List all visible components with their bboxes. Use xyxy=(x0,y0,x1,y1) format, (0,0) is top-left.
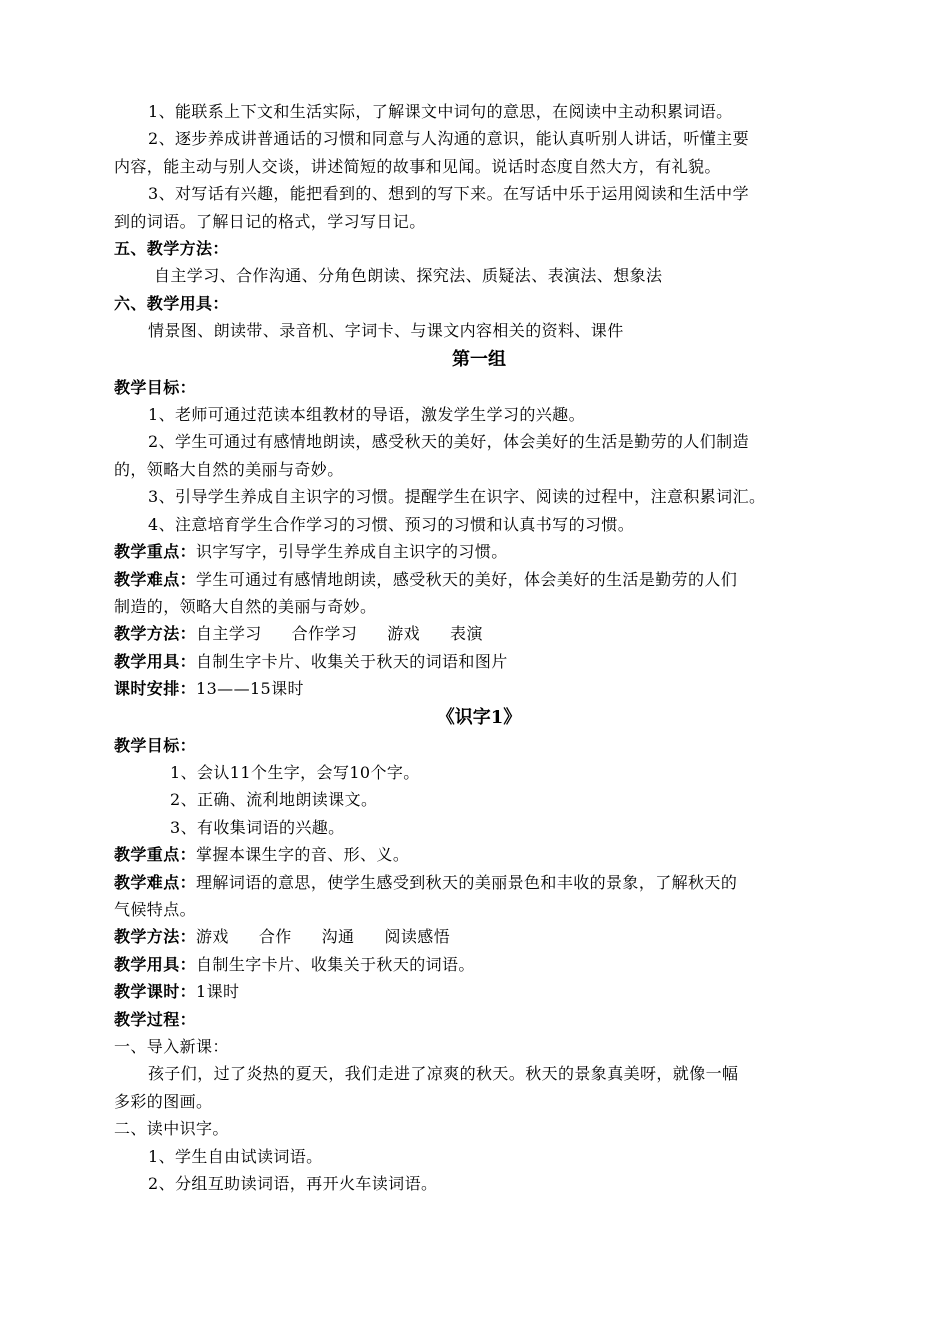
step-item: 1、学生自由试读词语。 xyxy=(148,1146,323,1166)
lesson-hours xyxy=(114,978,844,1005)
group-schedule-label: 课时安排： xyxy=(114,679,197,699)
group-difficult-value: 学生可通过有感情地朗读，感受秋天的美好，体会美好的生活是勤劳的人们 xyxy=(196,569,738,589)
lesson-method-item: 游戏 xyxy=(196,927,229,947)
step-text: 多彩的图画。 xyxy=(114,1091,213,1111)
group-goal-line: 2、学生可通过有感情地朗读，感受秋天的美好，体会美好的生活是勤劳的人们制造 xyxy=(148,432,749,452)
group-difficult-continuation: 制造的，领略大自然的美丽与奇妙。 xyxy=(114,596,377,616)
lesson-difficult-label: 教学难点： xyxy=(114,872,197,892)
lesson-key-point xyxy=(114,841,844,868)
group-schedule xyxy=(114,675,844,702)
group-key-point xyxy=(114,538,844,565)
lesson-hours-value: 1课时 xyxy=(196,982,240,1002)
group-method-item: 合作学习 xyxy=(291,624,358,644)
lesson-difficult-value: 理解词语的意思，使学生感受到秋天的美丽景色和丰收的景象，了解秋天的 xyxy=(196,872,738,892)
lesson-difficult-continuation: 气候特点。 xyxy=(114,899,197,919)
step-heading: 二、读中识字。 xyxy=(114,1119,229,1139)
step-heading: 一、导入新课： xyxy=(114,1037,229,1056)
lesson-method-item: 合作 xyxy=(258,927,292,947)
lesson-key-label: 教学重点： xyxy=(114,845,197,865)
lesson-method-label: 教学方法： xyxy=(114,927,197,947)
lesson-goal-line: 1、会认11个生字，会写10个字。 xyxy=(170,762,420,782)
lesson-methods xyxy=(114,923,844,950)
group-methods xyxy=(114,620,844,647)
lesson-tools-label: 教学用具： xyxy=(114,954,197,974)
goal-line: 到的词语。了解日记的格式，学习写日记。 xyxy=(114,211,426,231)
lesson-process-label: 教学过程： xyxy=(114,1009,197,1029)
document-page xyxy=(114,98,844,1197)
group-difficult-label: 教学难点： xyxy=(114,569,197,589)
group-schedule-value: 13——15课时 xyxy=(196,679,304,699)
lesson-goal-line: 2、正确、流利地朗读课文。 xyxy=(170,790,378,810)
group-method-label: 教学方法： xyxy=(114,624,197,644)
goal-line: 3、对写话有兴趣，能把看到的、想到的写下来。在写话中乐于运用阅读和生活中学 xyxy=(148,184,749,204)
section-heading-tools: 六、教学用具： xyxy=(114,293,229,313)
group-method-item: 游戏 xyxy=(387,624,421,644)
group-tools xyxy=(114,648,844,675)
section-content-tools: 情景图、朗读带、录音机、字词卡、与课文内容相关的资料、课件 xyxy=(148,321,624,341)
goal-line: 2、逐步养成讲普通话的习惯和同意与人沟通的意识，能认真听别人讲话，听懂主要 xyxy=(148,129,749,149)
step-text: 孩子们，过了炎热的夏天，我们走进了凉爽的秋天。秋天的景象真美呀，就像一幅 xyxy=(148,1064,739,1084)
goal-line: 1、能联系上下文和生活实际，了解课文中词句的意思，在阅读中主动积累词语。 xyxy=(148,102,733,121)
group-goal-line: 3、引导学生养成自主识字的习惯。提醒学生在识字、阅读的过程中，注意积累词汇。 xyxy=(148,487,766,507)
group-goal-line: 的，领略大自然的美丽与奇妙。 xyxy=(114,459,344,479)
group-goal-line: 4、注意培育学生合作学习的习惯、预习的习惯和认真书写的习惯。 xyxy=(148,514,635,534)
lesson-method-item: 沟通 xyxy=(321,927,355,947)
lesson-goal-line: 3、有收集词语的兴趣。 xyxy=(170,817,345,837)
group-method-item: 自主学习 xyxy=(196,624,262,644)
group-difficult-point xyxy=(114,566,844,593)
lesson-goals-label: 教学目标： xyxy=(114,735,197,755)
group-goals-label: 教学目标： xyxy=(114,377,197,397)
group-key-value: 识字写字，引导学生养成自主识字的习惯。 xyxy=(196,542,508,562)
lesson-tools-value: 自制生字卡片、收集关于秋天的词语。 xyxy=(196,954,475,974)
lesson-difficult-point xyxy=(114,869,844,896)
lesson-hours-label: 教学课时： xyxy=(114,982,197,1002)
step-item: 2、分组互助读词语，再开火车读词语。 xyxy=(148,1174,438,1194)
group-key-label: 教学重点： xyxy=(114,542,197,562)
group-tools-value: 自制生字卡片、收集关于秋天的词语和图片 xyxy=(196,651,508,671)
group-title: 第一组 xyxy=(452,348,506,370)
goal-line: 内容，能主动与别人交谈，讲述简短的故事和见闻。说话时态度自然大方，有礼貌。 xyxy=(114,156,721,176)
group-method-item: 表演 xyxy=(450,624,483,644)
lesson-tools xyxy=(114,951,844,978)
section-heading-methods: 五、教学方法： xyxy=(114,239,229,259)
lesson-title: 《识字1》 xyxy=(436,706,522,728)
section-content-methods: 自主学习、合作沟通、分角色朗读、探究法、质疑法、表演法、想象法 xyxy=(154,266,663,286)
lesson-key-value: 掌握本课生字的音、形、义。 xyxy=(196,845,410,865)
group-tools-label: 教学用具： xyxy=(114,651,197,671)
group-goal-line: 1、老师可通过范读本组教材的导语，激发学生学习的兴趣。 xyxy=(148,405,585,425)
lesson-method-item: 阅读感悟 xyxy=(384,927,451,947)
